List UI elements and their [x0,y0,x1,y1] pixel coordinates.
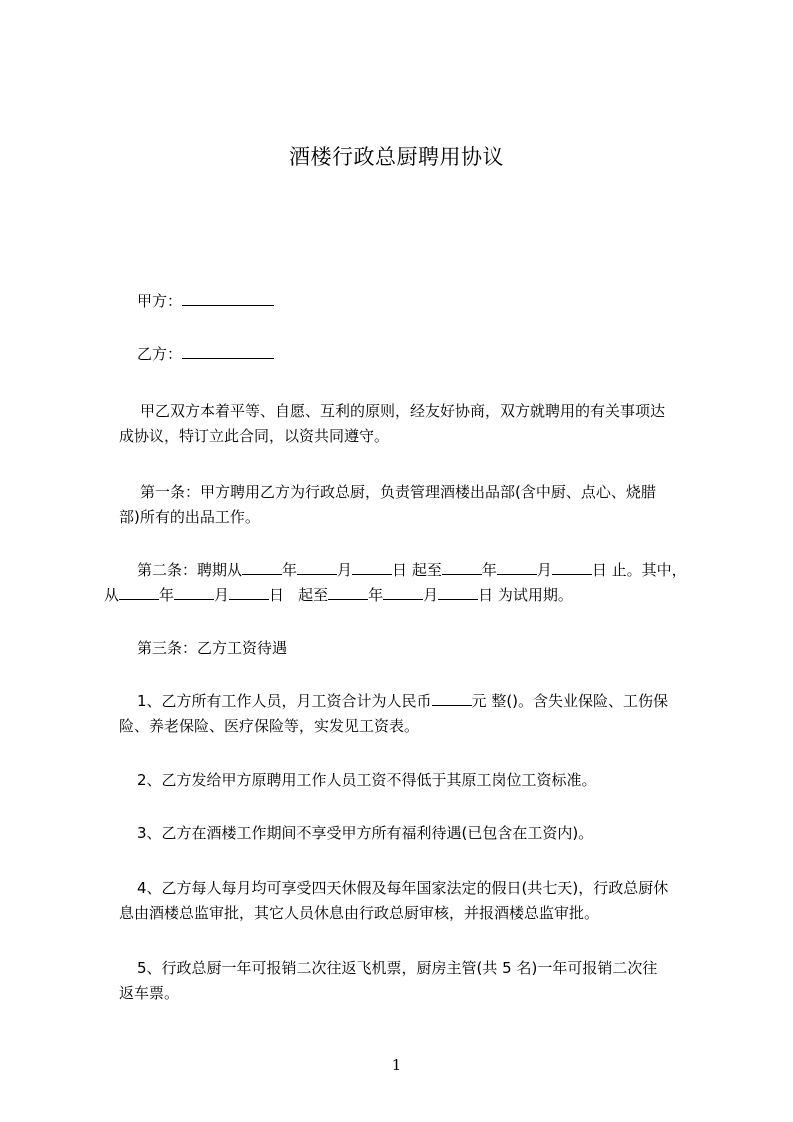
month-label: 月 [337,561,353,579]
document-title: 酒楼行政总厨聘用协议 [289,145,504,169]
intro-line-1: 甲乙双方本着平等、自愿、互利的原则，经友好协商，双方就聘用的有关事项达 [140,402,666,420]
blank [442,559,482,575]
month-label: 月 [423,586,439,604]
to-label: 起至 [298,586,329,604]
blank [552,559,592,575]
blank [383,584,423,600]
party-b-blank [182,343,274,359]
day-label: 日 [269,586,285,604]
trial-from-label: 从 [104,586,120,604]
item-1-line-1 [137,690,668,712]
month-label: 月 [214,586,230,604]
party-b-line [137,343,274,365]
blank [297,559,337,575]
item-1-line-2: 险、养老保险、医疗保险等，实发见工资表。 [119,717,420,735]
article-2-line-2 [104,584,573,606]
day-from-label: 日 起至 [392,561,442,579]
party-b-label: 乙方： [137,345,183,363]
item-3: 3、乙方在酒楼工作期间不享受甲方所有福利待遇(已包含在工资内)。 [137,824,594,842]
article-3-heading: 第三条：乙方工资待遇 [137,639,288,657]
article-1-line-2: 部)所有的出品工作。 [119,508,260,526]
item-5-line-1: 5、行政总厨一年可报销二次往返飞机票，厨房主管(共 5 名)一年可报销二次往 [137,959,658,977]
trial-end-label: 日 为试用期。 [478,586,573,604]
party-a-line [137,290,274,312]
month-label: 月 [536,561,552,579]
party-a-blank [182,290,274,306]
intro-line-2: 成协议，特订立此合同，以资共同遵守。 [119,427,390,445]
year-label: 年 [368,586,384,604]
blank [229,584,269,600]
item-1-tail: 元 整()。含失业保险、工伤保 [471,692,669,710]
page-number: 1 [391,1056,402,1074]
blank [497,559,537,575]
party-a-label: 甲方： [137,292,183,310]
day-end-label: 日 止。其中， [591,561,687,579]
item-4-line-1: 4、乙方每人每月均可享受四天休假及每年国家法定的假日(共七天)，行政总厨休 [137,879,669,897]
blank [438,584,478,600]
blank [352,559,392,575]
year-label: 年 [282,561,298,579]
year-label: 年 [481,561,497,579]
article-1-line-1: 第一条：甲方聘用乙方为行政总厨，负责管理酒楼出品部(含中厨、点心、烧腊 [140,483,656,501]
blank [242,559,282,575]
blank [174,584,214,600]
salary-blank [432,690,472,706]
article-2-lead: 第二条：聘期从 [137,561,243,579]
blank [328,584,368,600]
blank [119,584,159,600]
year-label: 年 [159,586,175,604]
item-5-line-2: 返车票。 [119,984,180,1002]
item-1-lead: 1、乙方所有工作人员，月工资合计为人民币 [137,692,432,710]
article-2-line-1 [137,559,687,581]
item-2: 2、乙方发给甲方原聘用工作人员工资不得低于其原工岗位工资标准。 [137,771,597,789]
item-4-line-2: 息由酒楼总监审批，其它人员休息由行政总厨审核，并报酒楼总监审批。 [119,904,600,922]
